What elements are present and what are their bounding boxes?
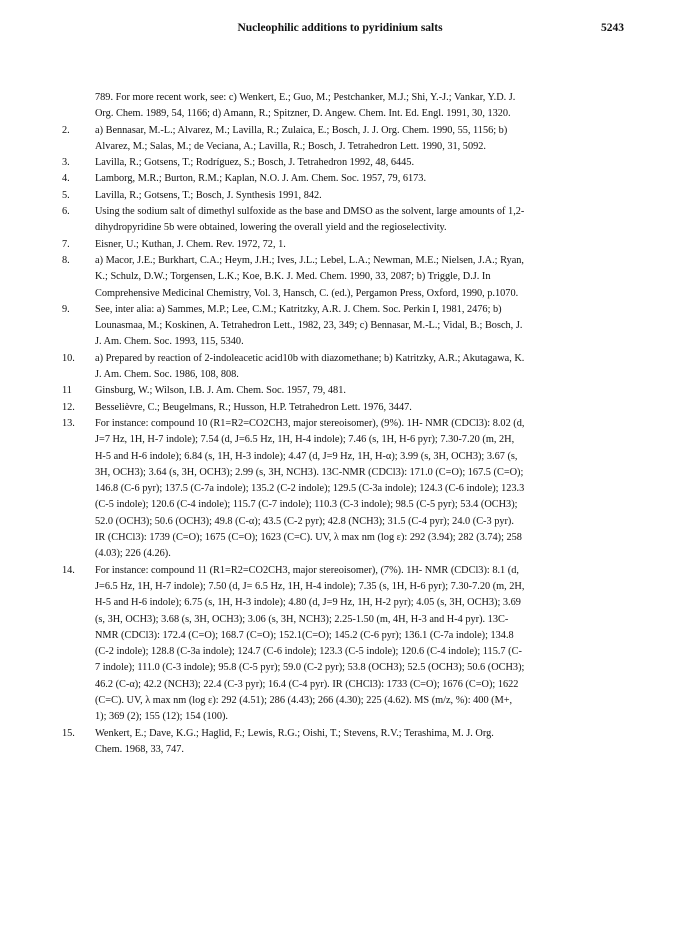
page-number: 5243 [601, 22, 624, 34]
reference-line: Besselièvre, C.; Beugelmans, R.; Husson, H.P. Tetrahedron Lett. 1976, 3447. [95, 401, 412, 413]
reference-line: Lounasmaa, M.; Koskinen, A. Tetrahedron Lett., 1982, 23, 349; c) Bennasar, M.-L.; Vidal, B.; Bosch, J. [95, 320, 523, 332]
reference-number: 2. [62, 124, 70, 136]
reference-number: 11 [62, 385, 72, 397]
reference-line: Lamborg, M.R.; Burton, R.M.; Kaplan, N.O. J. Am. Chem. Soc. 1957, 79, 6173. [95, 173, 427, 185]
reference-number: 6. [62, 206, 70, 218]
reference-number [62, 90, 95, 123]
reference-line: (C=C). UV, λ max nm (log ε): 292 (4.51); 286 (4.43); 266 (4.30); 225 (4.62). MS (m/z, %): 400 (M+, [95, 694, 513, 706]
reference-line: NMR (CDCl3): 172.4 (C=O); 168.7 (C=O); 152.1(C=O); 145.2 (C-6 pyr); 136.1 (C-7a indole); 134.8 [95, 629, 514, 641]
reference-item [62, 253, 632, 302]
reference-text [95, 188, 632, 204]
reference-text [95, 204, 632, 237]
reference-line: For instance: compound 11 (R1=R2=CO2CH3, major stereoisomer), (7%). 1H- NMR (CDCl3): 8.1 (d, [95, 564, 519, 576]
reference-line: a) Bennasar, M.-L.; Alvarez, M.; Lavilla, R.; Zulaica, E.; Bosch, J. J. Org. Chem. 1990, 55, 1156; b) [95, 124, 508, 136]
reference-line: See, inter alia: a) Sammes, M.P.; Lee, C.M.; Katritzky, A.R. J. Chem. Soc. Perkin I, 1981, 2476; b) [95, 303, 502, 315]
reference-text [95, 416, 632, 563]
reference-text [95, 253, 632, 302]
reference-line: J=7 Hz, 1H, H-7 indole); 7.54 (d, J=6.5 Hz, 1H, H-4 indole); 7.46 (s, 1H, H-6 pyr); 7.30-7.20 (m, 2H, [95, 434, 515, 446]
reference-text [95, 726, 632, 759]
reference-line: Wenkert, E.; Dave, K.G.; Haglid, F.; Lewis, R.G.; Oishi, T.; Stevens, R.V.; Terashima, M. J. Org. [95, 727, 494, 739]
reference-line: Eisner, U.; Kuthan, J. Chem. Rev. 1972, 72, 1. [95, 238, 286, 250]
reference-line: Org. Chem. 1989, 54, 1166; d) Amann, R.; Spitzner, D. Angew. Chem. Int. Ed. Engl. 1991, 30, 1320. [95, 108, 511, 120]
reference-text [95, 383, 632, 399]
reference-list [62, 90, 632, 758]
reference-item [62, 171, 632, 187]
reference-line: 7 indole); 111.0 (C-3 indole); 95.8 (C-5 pyr); 59.0 (C-2 pyr); 53.8 (OCH3); 52.5 (OCH3); 50.6 (OCH3); [95, 662, 525, 674]
reference-text [95, 400, 632, 416]
reference-line: 46.2 (C-α); 42.2 (NCH3); 22.4 (C-3 pyr); 16.4 (C-4 pyr). IR (CHCl3): 1733 (C=O); 1676 (C=O); 1622 [95, 678, 519, 690]
reference-text [95, 302, 632, 351]
reference-line: (C-5 indole); 120.6 (C-4 indole); 115.7 (C-7 indole); 110.3 (C-3 indole); 98.5 (C-5 pyr); 53.4 (OCH3); [95, 499, 518, 511]
reference-number: 14. [62, 564, 75, 576]
reference-line: a) Prepared by reaction of 2-indoleacetic acid10b with diazomethane; b) Katritzky, A.R.; Akutagawa, K. [95, 352, 525, 364]
reference-line: H-5 and H-6 indole); 6.84 (s, 1H, H-3 indole); 4.47 (d, J=9 Hz, 1H, H-α); 3.99 (s, 3H, OCH3); 3.67 (s, [95, 450, 518, 462]
reference-item [62, 383, 632, 399]
reference-number: 12. [62, 401, 75, 413]
reference-text [95, 237, 632, 253]
reference-item [62, 188, 632, 204]
reference-line: (4.03); 226 (4.26). [95, 548, 171, 560]
reference-line: J=6.5 Hz, 1H, H-7 indole); 7.50 (d, J= 6.5 Hz, 1H, H-4 indole); 7.35 (s, 1H, H-6 pyr); 7.30-7.20 (m, 2H, [95, 580, 525, 592]
reference-number: 9. [62, 303, 70, 315]
reference-line: (s, 3H, OCH3); 3.68 (s, 3H, OCH3); 3.06 (s, 3H, NCH3); 2.25-1.50 (m, 4H, H-3 and H-4 pyr). 13C- [95, 613, 509, 625]
reference-line: J. Am. Chem. Soc. 1986, 108, 808. [95, 369, 239, 381]
reference-item [62, 563, 632, 726]
reference-line: 1); 369 (2); 155 (12); 154 (100). [95, 711, 228, 723]
reference-number: 7. [62, 238, 70, 250]
reference-number: 5. [62, 189, 70, 201]
running-header [0, 22, 680, 42]
reference-number: 10. [62, 352, 75, 364]
reference-line: Lavilla, R.; Gotsens, T.; Bosch, J. Synthesis 1991, 842. [95, 189, 322, 201]
reference-item [62, 400, 632, 416]
reference-item [62, 90, 632, 123]
reference-number: 13. [62, 417, 75, 429]
reference-line: J. Am. Chem. Soc. 1993, 115, 5340. [95, 336, 244, 348]
reference-number: 15. [62, 727, 75, 739]
reference-text [95, 155, 632, 171]
reference-text [95, 171, 632, 187]
reference-line: dihydropyridine 5b were obtained, lowering the overall yield and the regioselectivity. [95, 222, 447, 234]
reference-text [95, 351, 632, 384]
reference-line: K.; Schulz, D.W.; Torgensen, L.K.; Koe, B.K. J. Med. Chem. 1990, 33, 2087; b) Triggle, D.J. In [95, 271, 491, 283]
reference-line: H-5 and H-6 indole); 6.75 (s, 1H, H-3 indole); 4.80 (d, J=9 Hz, 1H, H-2 pyr); 4.05 (s, 3H, OCH3); 3.69 [95, 597, 521, 609]
reference-item [62, 204, 632, 237]
reference-number: 8. [62, 254, 70, 266]
reference-line: Comprehensive Medicinal Chemistry, Vol. 3, Hansch, C. (ed.), Pergamon Press, Oxford, 1990, p.1070. [95, 287, 519, 299]
reference-line: Chem. 1968, 33, 747. [95, 743, 184, 755]
reference-line: 52.0 (OCH3); 50.6 (OCH3); 49.8 (C-α); 43.5 (C-2 pyr); 42.8 (NCH3); 31.5 (C-4 pyr); 24.0 (C-3 pyr). [95, 515, 514, 527]
reference-line: 789. For more recent work, see: c) Wenkert, E.; Guo, M.; Pestchanker, M.J.; Shi, Y.-J.; Vankar, Y.D. J. [95, 92, 516, 103]
reference-line: Using the sodium salt of dimethyl sulfoxide as the base and DMSO as the solvent, large amounts of 1,2- [95, 206, 525, 218]
reference-text [95, 90, 632, 123]
running-title: Nucleophilic additions to pyridinium salts [237, 22, 443, 34]
reference-line: Lavilla, R.; Gotsens, T.; Rodríguez, S.; Bosch, J. Tetrahedron 1992, 48, 6445. [95, 157, 415, 169]
reference-line: (C-2 indole); 128.8 (C-3a indole); 124.7 (C-6 indole); 123.3 (C-5 indole); 120.6 (C-4 indole); 115.7 (C- [95, 646, 522, 658]
reference-text [95, 563, 632, 726]
reference-item [62, 123, 632, 156]
reference-item [62, 351, 632, 384]
reference-item [62, 237, 632, 253]
reference-line: IR (CHCl3): 1739 (C=O); 1675 (C=O); 1623 (C=C). UV, λ max nm (log ε): 292 (3.94); 282 (3.74); 258 [95, 532, 522, 544]
reference-item [62, 726, 632, 759]
reference-number: 3. [62, 157, 70, 169]
reference-line: For instance: compound 10 (R1=R2=CO2CH3, major stereoisomer), (9%). 1H- NMR (CDCl3): 8.02 (d, [95, 417, 525, 429]
reference-line: 3H, OCH3); 3.64 (s, 3H, OCH3); 2.99 (s, 3H, NCH3). 13C-NMR (CDCl3): 171.0 (C=O); 167.5 (C=O); [95, 466, 524, 478]
reference-item [62, 155, 632, 171]
reference-line: Ginsburg, W.; Wilson, I.B. J. Am. Chem. Soc. 1957, 79, 481. [95, 385, 346, 397]
reference-line: 146.8 (C-6 pyr); 137.5 (C-7a indole); 135.2 (C-2 indole); 129.5 (C-3a indole); 124.3 (C-6 indole); 123.3 [95, 483, 525, 495]
reference-text [95, 123, 632, 156]
reference-number: 4. [62, 173, 70, 185]
reference-line: a) Macor, J.E.; Burkhart, C.A.; Heym, J.H.; Ives, J.L.; Lebel, L.A.; Newman, M.E.; Nielsen, J.A.; Ryan, [95, 254, 524, 266]
reference-item [62, 416, 632, 563]
reference-item [62, 302, 632, 351]
reference-line: Alvarez, M.; Salas, M.; de Veciana, A.; Lavilla, R.; Bosch, J. Tetrahedron Lett. 1990, 31, 5092. [95, 140, 486, 152]
